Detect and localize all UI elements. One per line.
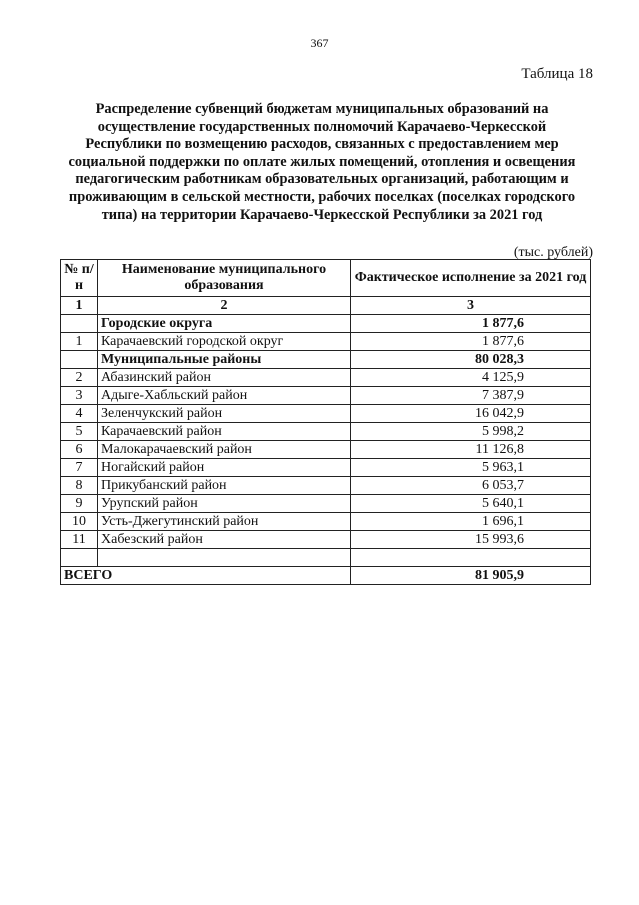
row-value: 15 993,6 — [351, 531, 591, 549]
row-name: Абазинский район — [98, 369, 351, 387]
table-row — [61, 387, 591, 405]
table-row — [61, 441, 591, 459]
row-number: 2 — [61, 369, 98, 387]
subvention-table — [60, 259, 591, 585]
header-name: Наименование муниципального образования — [98, 260, 351, 297]
column-index-cell: 2 — [98, 297, 351, 315]
row-number: 9 — [61, 495, 98, 513]
total-label: ВСЕГО — [61, 567, 351, 585]
table-label: Таблица 18 — [521, 66, 593, 82]
row-number: 8 — [61, 477, 98, 495]
row-number: 4 — [61, 405, 98, 423]
row-number — [61, 351, 98, 369]
row-value: 1 877,6 — [351, 315, 591, 333]
column-index-row — [61, 297, 591, 315]
row-name: Муниципальные районы — [98, 351, 351, 369]
row-number: 3 — [61, 387, 98, 405]
empty-row — [61, 549, 591, 567]
empty-cell — [61, 549, 98, 567]
title-line: типа) на территории Карачаево-Черкесской Республики за 2021 год — [101, 206, 543, 223]
row-value: 1 877,6 — [351, 333, 591, 351]
title-line: Распределение субвенций бюджетам муниципальных образований на — [95, 101, 549, 117]
row-name: Адыге-Хабльский район — [98, 387, 351, 405]
row-value: 16 042,9 — [351, 405, 591, 423]
row-number: 10 — [61, 513, 98, 531]
table-row — [61, 333, 591, 351]
row-number: 11 — [61, 531, 98, 549]
row-number — [61, 315, 98, 333]
title-line: проживающим в сельской местности, рабочих поселках (поселках городского — [68, 188, 576, 205]
row-name: Прикубанский район — [98, 477, 351, 495]
page-number: 367 — [310, 36, 329, 50]
table-row — [61, 369, 591, 387]
row-name: Карачаевский городской округ — [98, 333, 351, 351]
total-value: 81 905,9 — [351, 567, 591, 585]
row-name: Усть-Джегутинский район — [98, 513, 351, 531]
row-name: Карачаевский район — [98, 423, 351, 441]
row-number: 7 — [61, 459, 98, 477]
empty-cell — [351, 549, 591, 567]
title-line: Республики по возмещению расходов, связанных с предоставлением мер — [85, 136, 559, 153]
row-value: 5 640,1 — [351, 495, 591, 513]
table-row — [61, 531, 591, 549]
row-name: Малокарачаевский район — [98, 441, 351, 459]
header-value: Фактическое исполнение за 2021 год — [351, 260, 591, 297]
row-value: 1 696,1 — [351, 513, 591, 531]
row-value: 5 963,1 — [351, 459, 591, 477]
table-row — [61, 315, 591, 333]
table-row — [61, 459, 591, 477]
row-value: 7 387,9 — [351, 387, 591, 405]
row-value: 11 126,8 — [351, 441, 591, 459]
table-row — [61, 477, 591, 495]
units-label: (тыс. рублей) — [513, 245, 593, 260]
row-name: Зеленчукский район — [98, 405, 351, 423]
table-row — [61, 513, 591, 531]
row-value: 6 053,7 — [351, 477, 591, 495]
document-title — [52, 101, 592, 224]
header-row — [61, 260, 591, 297]
row-value: 80 028,3 — [351, 351, 591, 369]
table-row — [61, 351, 591, 369]
header-no: № п/н — [61, 260, 98, 297]
row-name: Хабезский район — [98, 531, 351, 549]
row-name: Урупский район — [98, 495, 351, 513]
title-line: осуществление государственных полномочий Карачаево-Черкесской — [97, 118, 547, 135]
table-row — [61, 495, 591, 513]
column-index-cell: 1 — [61, 297, 98, 315]
row-value: 5 998,2 — [351, 423, 591, 441]
row-number: 5 — [61, 423, 98, 441]
row-name: Ногайский район — [98, 459, 351, 477]
title-line: педагогическим работникам образовательных организаций, работающим и — [75, 171, 569, 188]
row-number: 1 — [61, 333, 98, 351]
row-value: 4 125,9 — [351, 369, 591, 387]
title-line: социальной поддержки по оплате жилых помещений, отопления и освещения — [68, 153, 576, 170]
row-name: Городские округа — [98, 315, 351, 333]
table-row — [61, 423, 591, 441]
row-number: 6 — [61, 441, 98, 459]
total-row — [61, 567, 591, 585]
column-index-cell: 3 — [351, 297, 591, 315]
empty-cell — [98, 549, 351, 567]
table-row — [61, 405, 591, 423]
